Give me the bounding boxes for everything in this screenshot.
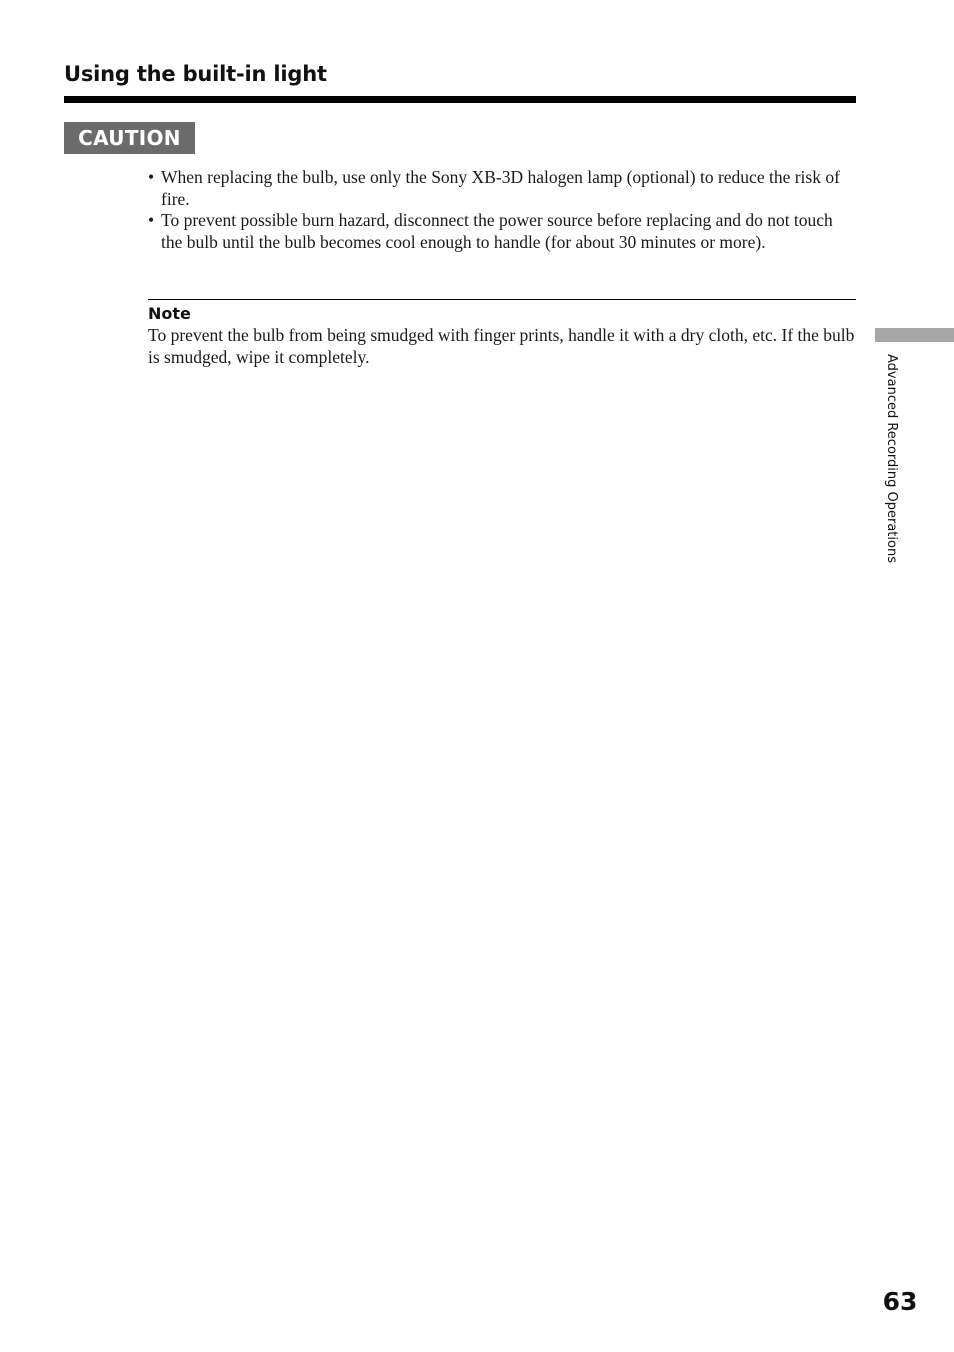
bullet-icon: • bbox=[148, 210, 155, 231]
bullet-icon: • bbox=[148, 167, 155, 187]
caution-item-text: To prevent possible burn hazard, disconnect the power source before replacing and do not touch the bulb until the bulb becomes cool enough to handle (for about 30 minutes or more). bbox=[161, 210, 833, 253]
caution-label: CAUTION bbox=[64, 122, 195, 154]
chapter-tab bbox=[875, 328, 954, 342]
page-number: 63 bbox=[882, 1287, 918, 1316]
caution-list bbox=[148, 167, 854, 254]
caution-item bbox=[148, 210, 854, 253]
caution-item bbox=[148, 167, 854, 210]
caution-item-text: When replacing the bulb, use only the Sony XB-3D halogen lamp (optional) to reduce the risk of fire. bbox=[161, 167, 840, 209]
section-title: Using the built-in light bbox=[64, 62, 327, 86]
note-rule bbox=[148, 299, 856, 300]
note-heading: Note bbox=[148, 304, 191, 323]
note-text: To prevent the bulb from being smudged with finger prints, handle it with a dry cloth, etc. If the bulb is smudged, wipe it completely. bbox=[148, 325, 855, 367]
chapter-label: Advanced Recording Operations bbox=[884, 354, 899, 563]
title-rule bbox=[64, 96, 856, 103]
